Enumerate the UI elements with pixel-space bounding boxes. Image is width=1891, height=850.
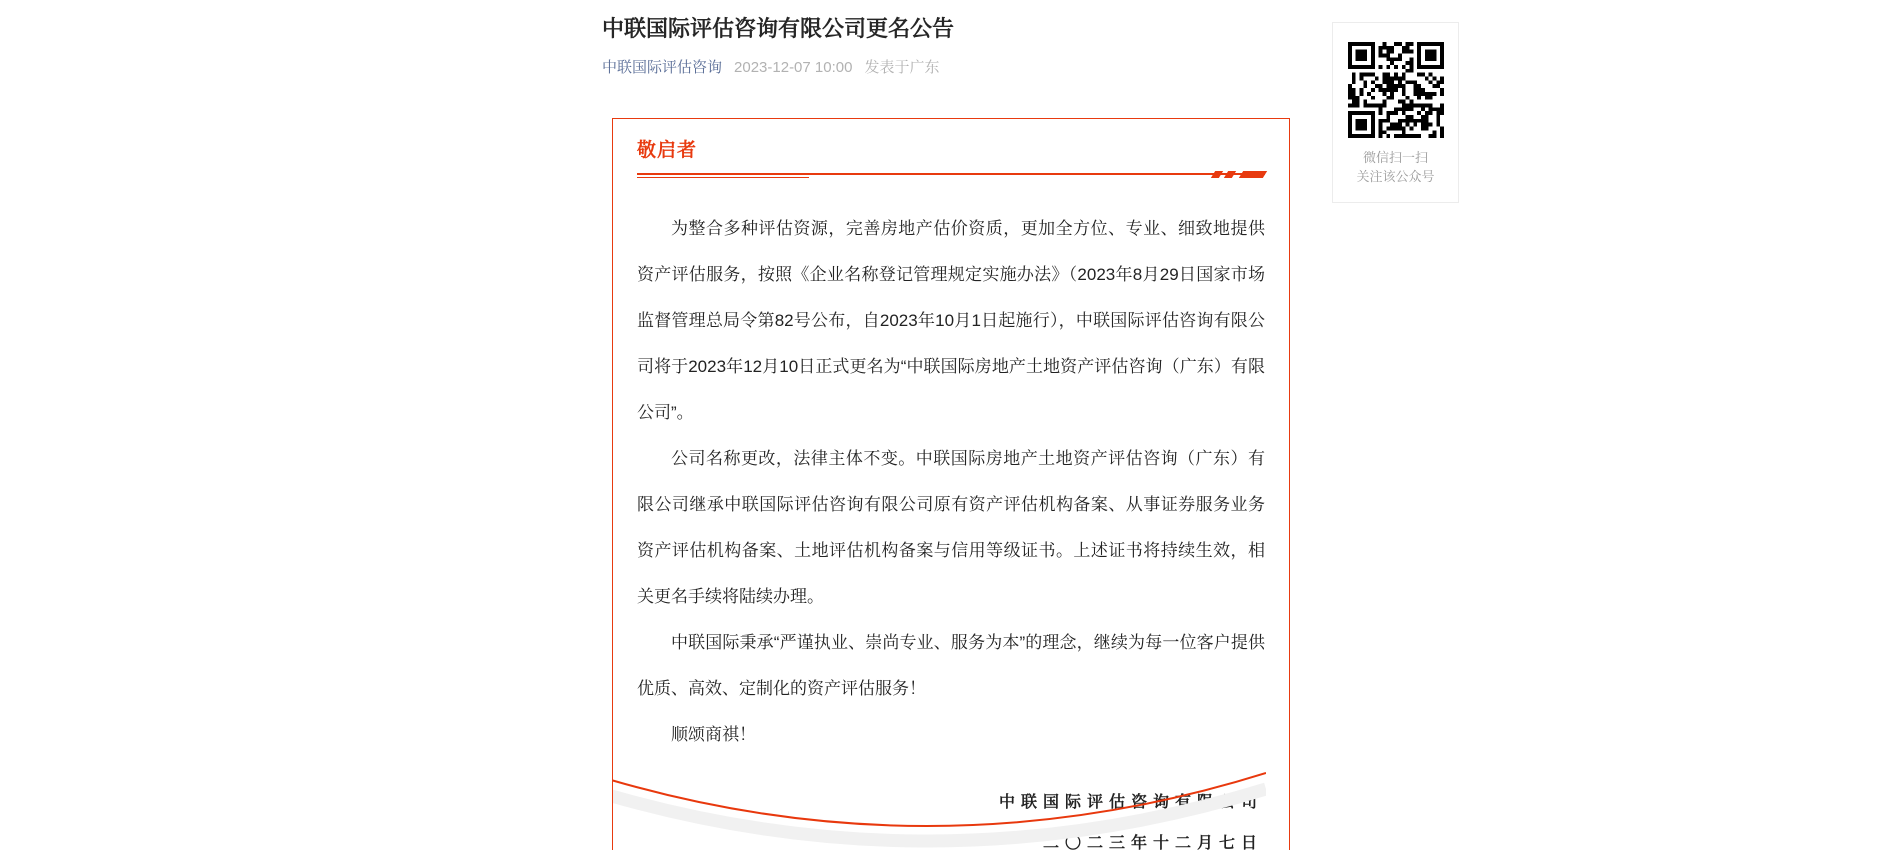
qr-panel <box>1332 22 1459 203</box>
letter-paragraph: 顺颂商祺！ <box>671 725 756 744</box>
publish-location: 发表于广东 <box>864 59 940 76</box>
decorative-arc <box>612 765 1266 850</box>
signature-date: 二〇二三年十二月七日 <box>1042 835 1263 850</box>
qr-caption-line1: 微信扫一扫 <box>1362 150 1428 165</box>
slash-decoration-icon <box>1239 171 1267 178</box>
letter-paragraph: 公司名称更改，法律主体不变。中联国际房地产土地资产评估咨询（广东）有限公司继承中联国际评估咨询有限公司原有资产评估机构备案、从事证券服务业务资产评估机构备案、土地评估机构备案与信用等级证书。上述证书将持续生效，相关更名手续将陆续办理。 <box>637 449 1265 606</box>
letter-paragraph: 中联国际秉承“严谨执业、崇尚专业、服务为本”的理念，继续为每一位客户提供优质、高效、定制化的资产评估服务！ <box>637 633 1265 698</box>
rule-line <box>637 173 1265 175</box>
signature-company: 中联国际评估咨询有限公司 <box>998 794 1263 811</box>
account-link[interactable]: 中联国际评估咨询 <box>602 59 723 76</box>
rule-underline <box>637 177 809 178</box>
article-title: 中联国际评估咨询有限公司更名公告 <box>602 16 955 41</box>
publish-time: 2023-12-07 10:00 <box>734 59 853 76</box>
qr-caption-line2: 关注该公众号 <box>1356 169 1435 184</box>
letter-card <box>612 118 1290 850</box>
article <box>602 14 1302 850</box>
article-byline <box>602 58 1302 78</box>
qr-code-icon <box>1348 42 1444 138</box>
letter-body <box>637 206 1265 758</box>
qr-caption <box>1333 148 1458 186</box>
salutation: 敬启者 <box>637 140 698 161</box>
header-rule <box>637 171 1265 181</box>
letter-paragraph: 为整合多种评估资源，完善房地产估价资质，更加全方位、专业、细致地提供资产评估服务，按照《企业名称登记管理规定实施办法》（2023年8月29日国家市场监督管理总局令第82号公布，自2023年10月1日起施行），中联国际评估咨询有限公司将于2023年12月10日正式更名为“中联国际房地产土地资产评估咨询（广东）有限公司”。 <box>637 219 1265 422</box>
